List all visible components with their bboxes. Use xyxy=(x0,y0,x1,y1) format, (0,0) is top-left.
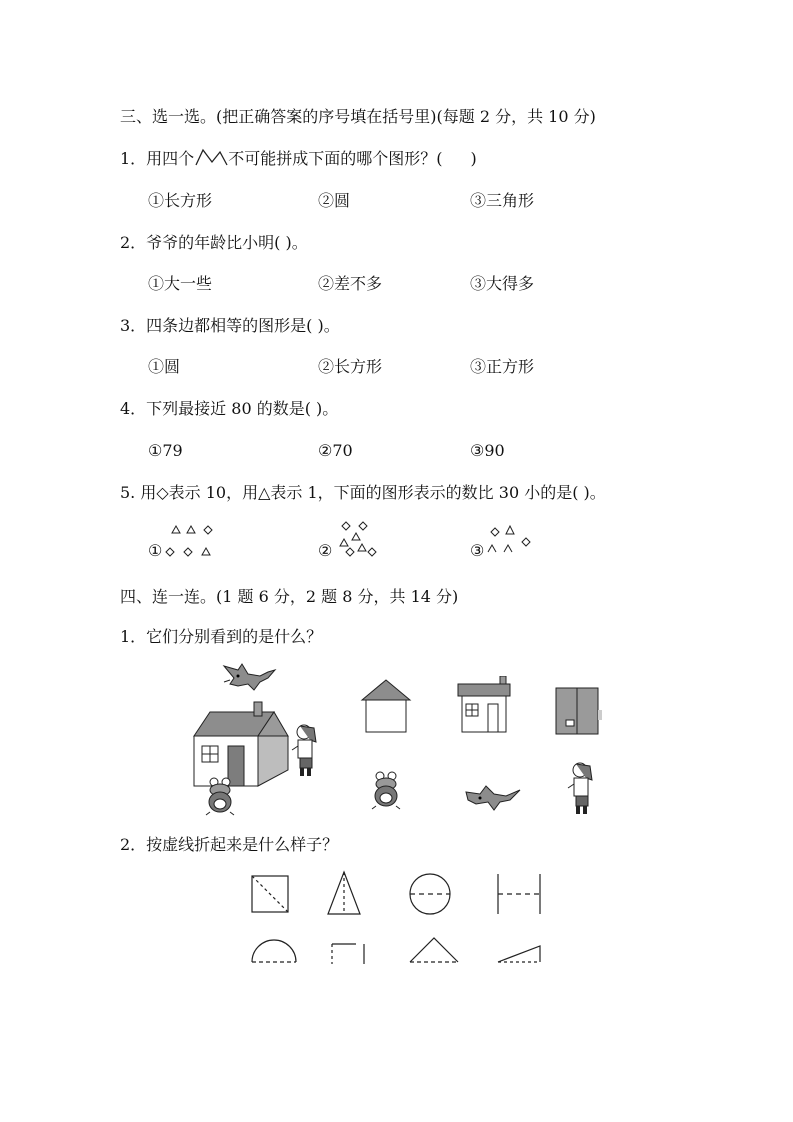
q5-option-1[interactable]: ① xyxy=(148,541,163,560)
q3-option-3[interactable]: ③正方形 xyxy=(470,357,535,376)
q1-option-2[interactable]: ②圆 xyxy=(318,191,351,210)
girl-scene-icon xyxy=(290,722,320,780)
question-5: 5. 用◇表示 10，用△表示 1，下面的图形表示的数比 30 小的是( )。 xyxy=(120,483,606,502)
q1-text-after: 不可能拼成下面的哪个图形？( xyxy=(228,149,443,168)
bird-scene-icon xyxy=(220,662,278,696)
house-top-view-icon xyxy=(554,686,604,736)
q4-option-2[interactable]: ②70 xyxy=(318,441,353,460)
house-window-view-icon xyxy=(456,676,512,734)
q2-option-1[interactable]: ①大一些 xyxy=(148,274,213,293)
semicircle-result-icon xyxy=(250,936,298,964)
q5-option-3[interactable]: ③ xyxy=(470,541,485,560)
frog-scene-icon xyxy=(204,776,236,816)
square-fold-icon xyxy=(250,874,290,914)
triangle-result-icon xyxy=(408,936,460,966)
section4-question-1: 1．它们分别看到的是什么？ xyxy=(120,627,323,646)
q5-option-2[interactable]: ② xyxy=(318,541,333,560)
q5-option-3-shapes xyxy=(486,522,542,558)
q4-option-3[interactable]: ③90 xyxy=(470,441,505,460)
q1-option-1[interactable]: ①长方形 xyxy=(148,191,213,210)
frog-icon xyxy=(370,770,402,810)
q2-option-2[interactable]: ②差不多 xyxy=(318,274,383,293)
q1-text-before: 1．用四个 xyxy=(120,149,195,168)
q3-option-2[interactable]: ②长方形 xyxy=(318,357,383,376)
rectangle-fold-icon xyxy=(494,872,544,916)
question-3: 3．四条边都相等的图形是( )。 xyxy=(120,316,340,335)
section4-title: 四、连一连。(1 题 6 分，2 题 8 分，共 14 分) xyxy=(120,587,459,606)
section3-title: 三、选一选。(把正确答案的序号填在括号里)(每题 2 分，共 10 分) xyxy=(120,107,596,126)
q5-option-1-shapes xyxy=(162,524,222,560)
circle-fold-icon xyxy=(406,872,454,916)
rectangle-result-icon xyxy=(330,942,370,966)
section4-question-2: 2．按虚线折起来是什么样子？ xyxy=(120,835,339,854)
q5-option-2-shapes xyxy=(334,518,384,560)
q4-option-1[interactable]: ①79 xyxy=(148,441,183,460)
q1-option-3[interactable]: ③三角形 xyxy=(470,191,535,210)
question-2: 2．爷爷的年龄比小明( )。 xyxy=(120,233,308,252)
right-triangle-result-icon xyxy=(496,942,544,966)
bird-icon xyxy=(464,780,522,812)
q1-close: ) xyxy=(470,149,477,168)
q2-option-3[interactable]: ③大得多 xyxy=(470,274,535,293)
house-front-view-icon xyxy=(360,678,412,734)
girl-icon xyxy=(566,760,596,816)
stick-icon xyxy=(194,148,228,166)
q3-option-1[interactable]: ①圆 xyxy=(148,357,181,376)
triangle-fold-icon xyxy=(326,870,362,916)
question-1 xyxy=(120,148,477,170)
question-4: 4．下列最接近 80 的数是( )。 xyxy=(120,399,339,418)
